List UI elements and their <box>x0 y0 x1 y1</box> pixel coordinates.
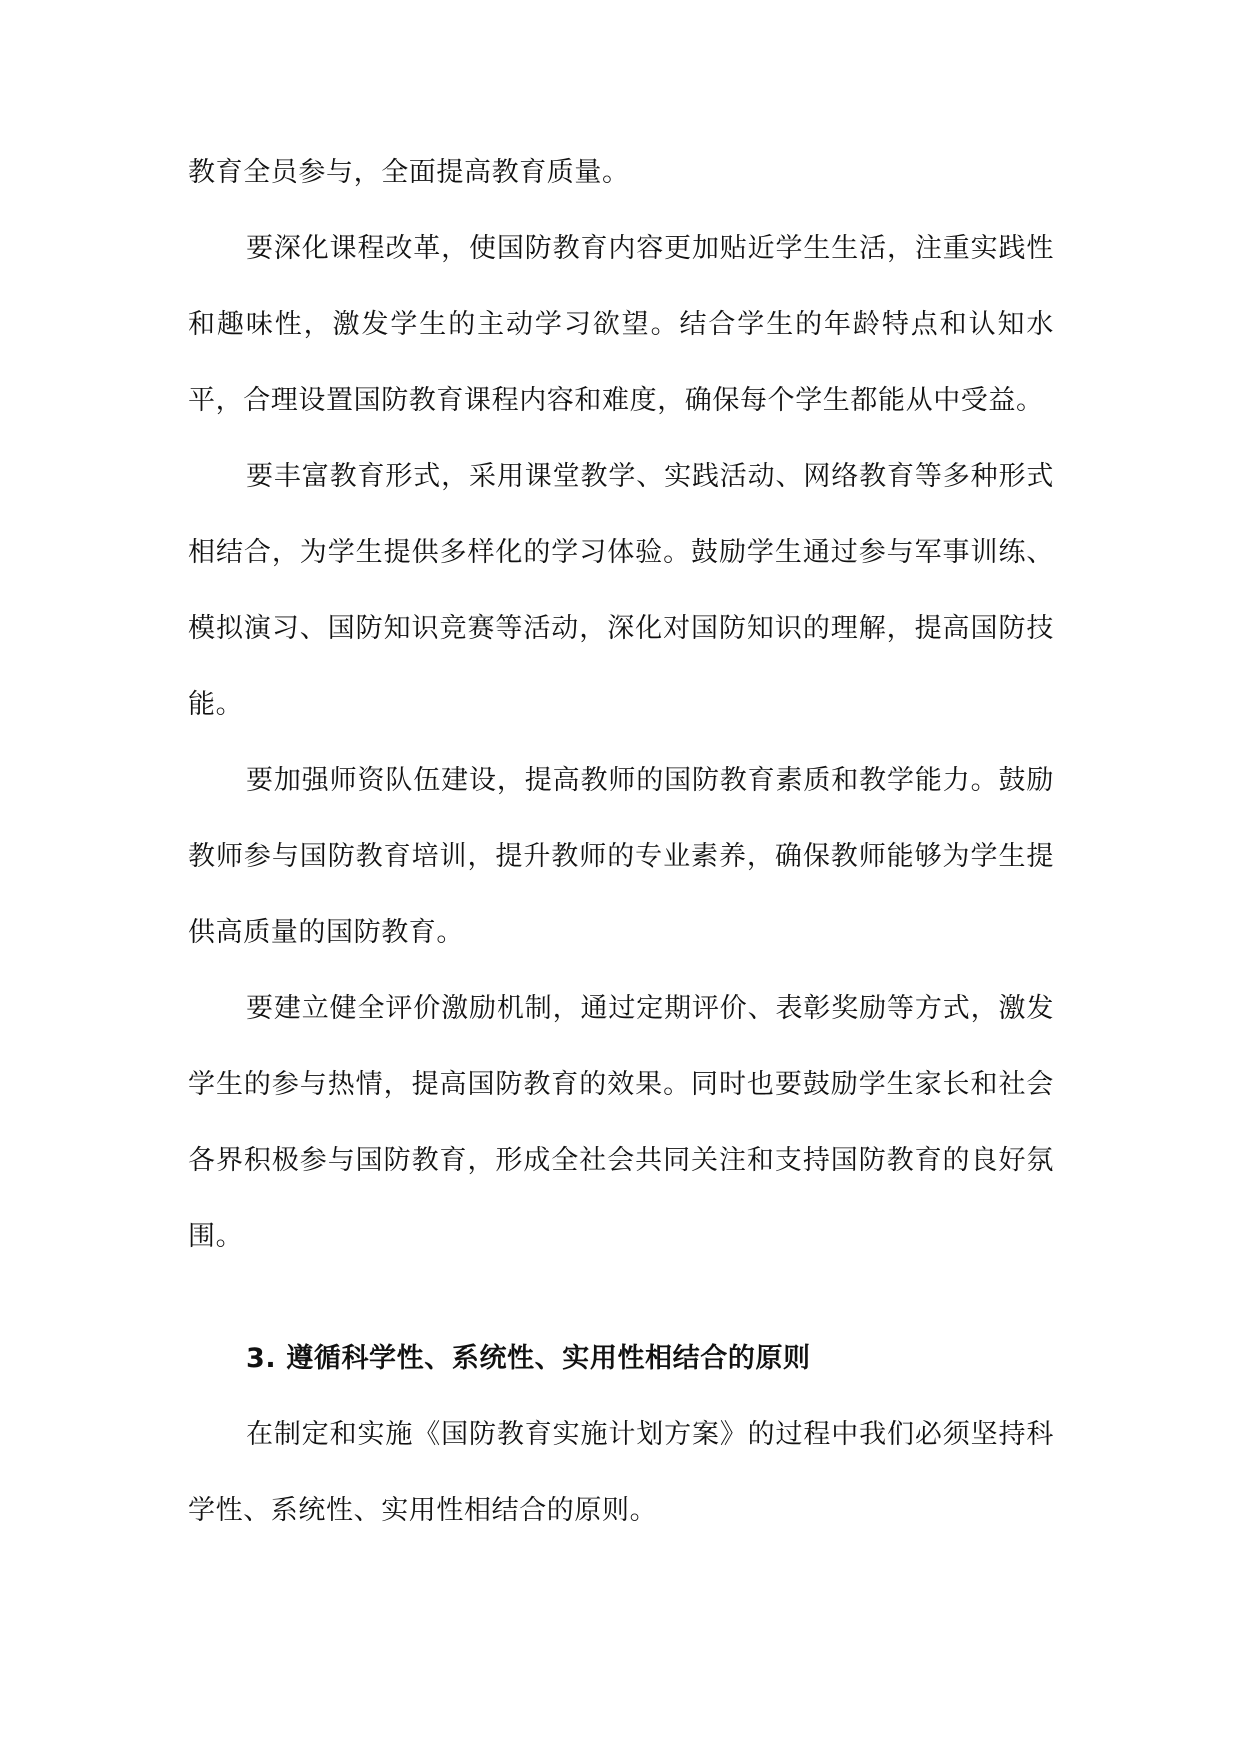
section-heading: 3. 遵循科学性、系统性、实用性相结合的原则 <box>246 1343 811 1374</box>
paragraph-continued: 教育全员参与，全面提高教育质量。 <box>188 157 630 188</box>
paragraph-evaluation-incentive: 要建立健全评价激励机制，通过定期评价、表彰奖励等方式，激发学生的参与热情，提高国防教育的效果。同时也要鼓励学生家长和社会各界积极参与国防教育，形成全社会共同关注和支持国防教育的良好氛围。 <box>188 993 1054 1252</box>
paragraph-curriculum-reform: 要深化课程改革，使国防教育内容更加贴近学生生活，注重实践性和趣味性，激发学生的主动学习欲望。结合学生的年龄特点和认知水平，合理设置国防教育课程内容和难度，确保每个学生都能从中受益。 <box>188 233 1054 416</box>
paragraph-teacher-team: 要加强师资队伍建设，提高教师的国防教育素质和教学能力。鼓励教师参与国防教育培训，提升教师的专业素养，确保教师能够为学生提供高质量的国防教育。 <box>188 765 1054 948</box>
document-body <box>188 135 1054 1549</box>
paragraph-principle: 在制定和实施《国防教育实施计划方案》的过程中我们必须坚持科学性、系统性、实用性相结合的原则。 <box>188 1419 1054 1526</box>
paragraph-education-forms: 要丰富教育形式，采用课堂教学、实践活动、网络教育等多种形式相结合，为学生提供多样化的学习体验。鼓励学生通过参与军事训练、模拟演习、国防知识竞赛等活动，深化对国防知识的理解，提高国防技能。 <box>188 461 1054 720</box>
